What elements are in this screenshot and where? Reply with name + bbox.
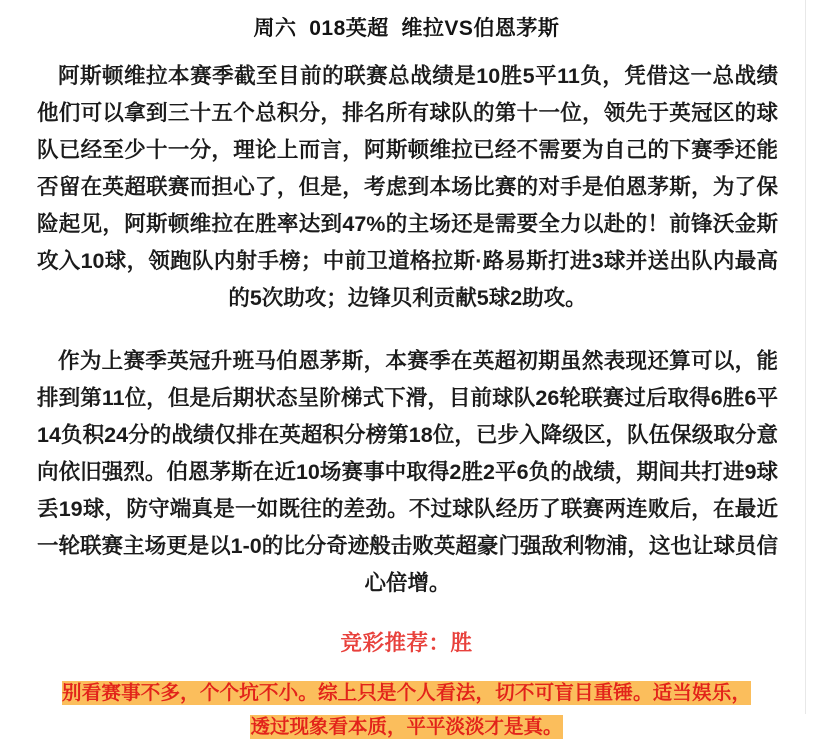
disclaimer-highlighted-text: 别看赛事不多，个个坑不小。综上只是个人看法，切不可盲目重锤。适当娱乐，透过现象看本质，平平淡淡才是真。 bbox=[62, 682, 751, 738]
article-body bbox=[0, 58, 813, 602]
paragraph-away-team-analysis: 作为上赛季英冠升班马伯恩茅斯，本赛季在英超初期虽然表现还算可以，能排到第11位，但是后期状态呈阶梯式下滑，目前球队26轮联赛过后取得6胜6平14负积24分的战绩仅排在英超积分榜第18位，已步入降级区，队伍保级取分意向依旧强烈。伯恩茅斯在近10场赛事中取得2胜2平6负的战绩，期间共打进9球丢19球，防守端真是一如既往的差劲。不过球队经历了联赛两连败后，在最近一轮联赛主场更是以1-0的比分奇迹般击败英超豪门强敌利物浦，这也让球员信心倍增。 bbox=[37, 349, 778, 595]
disclaimer-block bbox=[0, 660, 813, 744]
paragraph-home-team-analysis: 阿斯顿维拉本赛季截至目前的联赛总战绩是10胜5平11负，凭借这一总战绩他们可以拿到三十五个总积分，排名所有球队的第十一位，领先于英冠区的球队已经至少十一分，理论上而言，阿斯顿维拉已经不需要为自己的下赛季还能否留在英超联赛而担心了，但是，考虑到本场比赛的对手是伯恩茅斯，为了保险起见，阿斯顿维拉在胜率达到47%的主场还是需要全力以赴的！前锋沃金斯攻入10球，领跑队内射手榜；中前卫道格拉斯·路易斯打进3球并送出队内最高的5次助攻；边锋贝利贡献5球2助攻。 bbox=[37, 64, 778, 310]
page-edge-divider bbox=[805, 0, 806, 714]
recommendation-line: 竞彩推荐：胜 bbox=[340, 631, 473, 655]
disclaimer-paragraph bbox=[62, 676, 751, 744]
page-title: 周六 018英超 维拉VS伯恩茅斯 bbox=[253, 17, 560, 40]
